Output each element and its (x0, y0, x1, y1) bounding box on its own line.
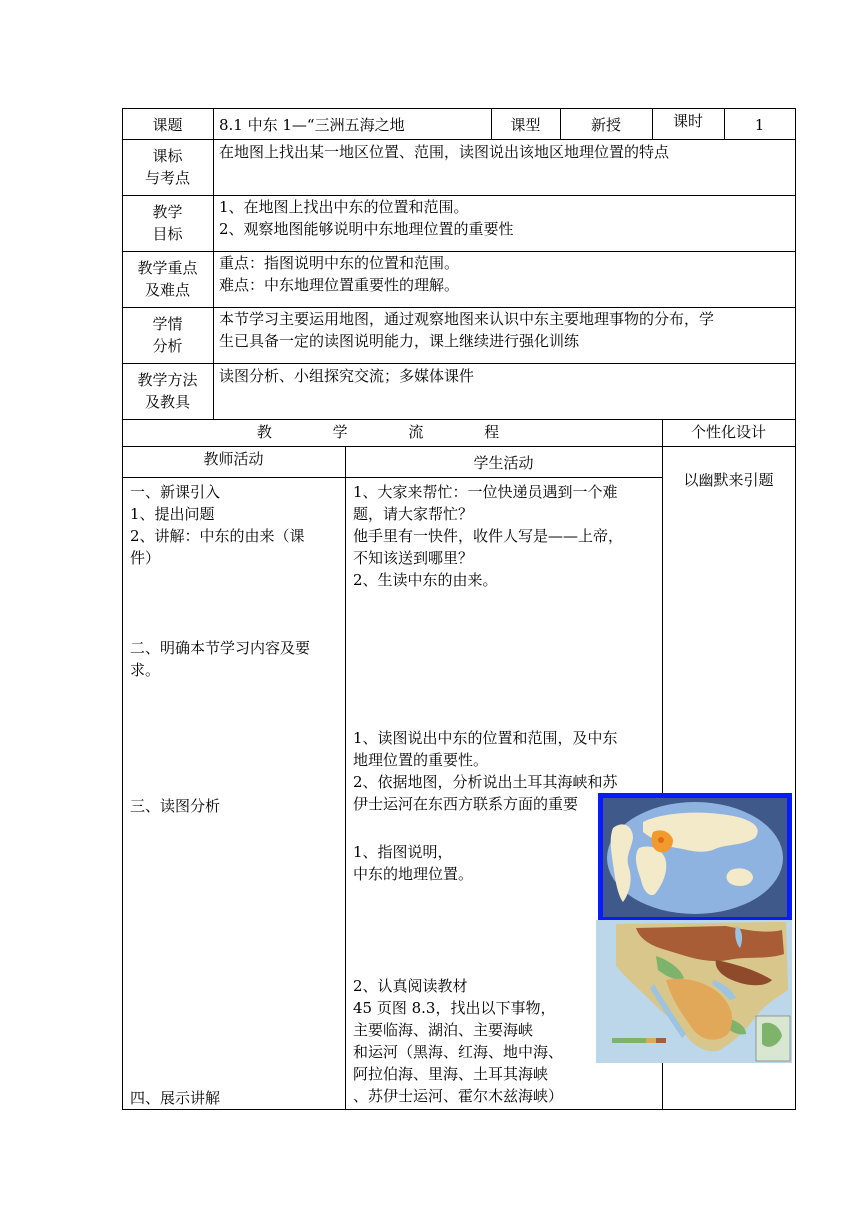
grid-line (122, 363, 796, 364)
teacher-section-goals: 二、明确本节学习内容及要 求。 (130, 639, 311, 679)
grid-line (122, 108, 796, 109)
teacher-section-intro: 一、新课引入 1、提出问题 2、讲解：中东的由来（课 件） (130, 483, 305, 567)
student-block-pointing: 1、指图说明， 中东的地理位置。 (353, 843, 474, 883)
goal-value: 1、在地图上找出中东的位置和范围。 2、观察地图能够说明中东地理位置的重要性 (219, 198, 514, 238)
student-block-location: 1、读图说出中东的位置和范围，及中东 地理位置的重要性。 2、依据地图，分析说出土耳其海峡和苏 伊士运河在东西方联系方面的重要 (353, 729, 618, 813)
standard-label: 课标 与考点 (144, 147, 190, 187)
flow-title: 教 学 流 程 (256, 423, 528, 441)
analysis-label: 学情 分析 (152, 315, 183, 355)
student-block-intro: 1、大家来帮忙：一位快递员遇到一个难 题，请大家帮忙？ 他手里有一快件，收件人写是——上帝， 不知该送到哪里？ 2、生读中东的由来。 (353, 483, 624, 589)
teacher-section-map-reading: 三、读图分析 (130, 797, 221, 815)
key-points-label: 教学重点 及难点 (137, 259, 198, 299)
method-label: 教学方法 及教具 (137, 371, 198, 411)
topic-label: 课题 (152, 116, 183, 134)
topic-value: 8.1 中东 1—“三洲五海之地 (219, 116, 405, 134)
grid-line (122, 477, 663, 478)
key-points-value: 重点：指图说明中东的位置和范围。 难点：中东地理位置重要性的理解。 (219, 254, 460, 294)
student-block-reading: 2、认真阅读教材 45 页图 8.3，找出以下事物， 主要临海、湖泊、主要海峡 和运河（黑海、红海、地中海、 阿拉伯海、里海、土耳其海峡 、苏伊士运河、霍尔木兹海峡） (353, 977, 564, 1105)
world-map-illustration (603, 798, 787, 917)
standard-value: 在地图上找出某一地区位置、范围，读图说出该地区地理位置的特点 (219, 143, 670, 161)
grid-line (795, 108, 796, 1109)
type-value: 新授 (590, 116, 621, 134)
personal-design-title: 个性化设计 (690, 423, 766, 441)
type-label: 课型 (510, 116, 541, 134)
grid-line (122, 446, 796, 447)
grid-line (122, 419, 796, 420)
period-label: 课时 (672, 112, 703, 130)
analysis-value: 本节学习主要运用地图，通过观察地图来认识中东主要地理事物的分布，学 生已具备一定的读图说明能力，课上继续进行强化训练 (219, 310, 715, 350)
goal-label: 教学 目标 (152, 203, 183, 243)
teacher-section-presentation: 四、展示讲解 (130, 1089, 221, 1107)
middle-east-terrain-map (596, 920, 792, 1063)
period-value: 1 (754, 116, 765, 134)
terrain-map-illustration (596, 920, 792, 1063)
teacher-activity-header: 教师活动 (203, 450, 264, 468)
personal-note: 以幽默来引题 (683, 471, 774, 489)
grid-line (345, 446, 346, 1109)
method-value: 读图分析、小组探究交流；多媒体课件 (219, 367, 475, 385)
student-activity-header: 学生活动 (473, 454, 534, 472)
grid-line (213, 108, 214, 419)
world-locator-map (598, 793, 792, 922)
grid-line (122, 1109, 796, 1110)
grid-line (122, 139, 796, 140)
